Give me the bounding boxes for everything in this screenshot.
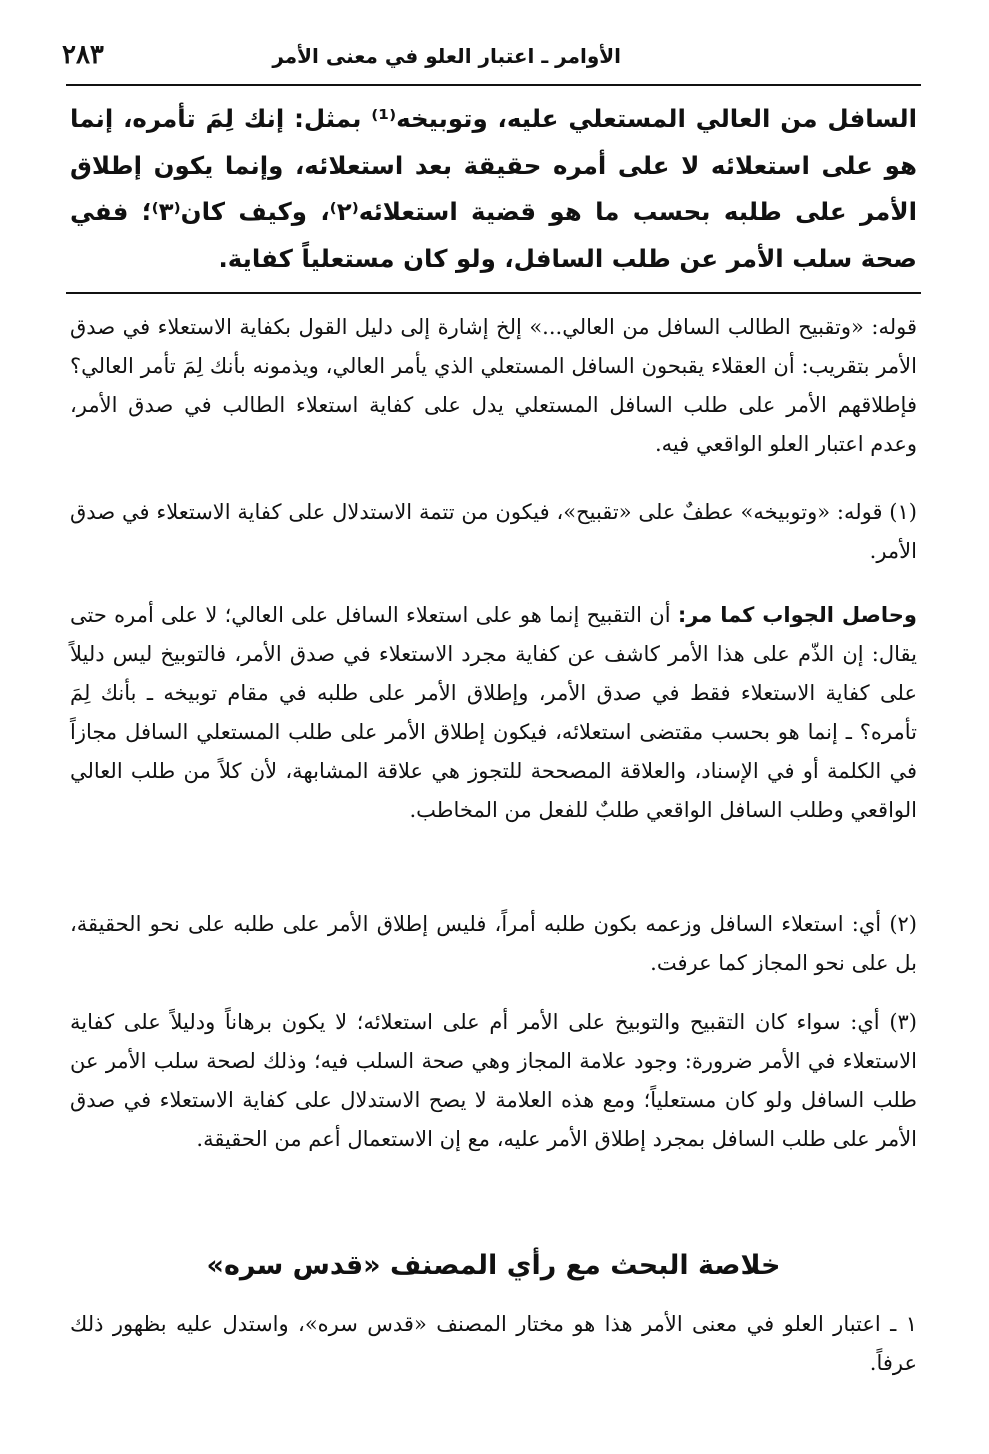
footnote-1: (١) قوله: «وتوبيخه» عطفٌ على «تقبيح»، فيكون من تتمة الاستدلال على كفاية الاستعلاء في صدق الأمر. xyxy=(70,500,917,563)
running-header-title: الأوامر ـ اعتبار العلو في معنى الأمر xyxy=(272,44,621,68)
page-number: ٢٨٣ xyxy=(62,40,104,70)
answer-body: أن التقبيح إنما هو على استعلاء السافل على العالي؛ لا على أمره حتى يقال: إن الذّم على هذا الأمر كاشف عن كفاية مجرد الاستعلاء في صدق الأمر، فالتوبيخ ليس دليلاً على كفاية الاستعلاء فقط في صدق الأمر، وإطلاق الأمر على طلبه في مقام توبيخه ـ بأنك لِمَ تأمره؟ ـ إنما هو بحسب مقتضى استعلائه، فيكون إطلاق الأمر على طلب المستعلي السافل مجازاً في الكلمة أو في الإسناد، والعلاقة المصححة للتجوز هي علاقة المشابهة، لأن كلاً من طلب العالي الواقعي وطلب السافل الواقعي طلبٌ للفعل من المخاطب. xyxy=(70,603,917,822)
running-header xyxy=(62,40,921,76)
footnote-3: (٣) أي: سواء كان التقبيح والتوبيخ على الأمر أم على استعلائه؛ لا يكون برهاناً ودليلاً على كفاية الاستعلاء في الأمر ضرورة: وجود علامة المجاز وهي صحة السلب فيه؛ وذلك لصحة سلب الأمر عن طلب السافل ولو كان مستعلياً؛ ومع هذه العلامة لا يصح الاستدلال على كفاية الاستعلاء في صدق الأمر على طلب السافل بمجرد إطلاق الأمر عليه، مع إن الاستعمال أعم من الحقيقة. xyxy=(70,1010,917,1151)
text-commentary-divider xyxy=(66,292,921,294)
answer-paragraph xyxy=(70,596,917,830)
summary-heading: خلاصة البحث مع رأي المصنف «قدس سره» xyxy=(206,1250,781,1281)
main-text: السافل من العالي المستعلي عليه، وتوبيخه⁽¹⁾ بمثل: إنك لِمَ تأمره، إنما هو على استعلائه لا على أمره حقيقة بعد استعلائه، وإنما يكون إطلاق الأمر على طلبه بحسب ما هو قضية استعلائه⁽٢⁾، وكيف كان⁽٣⁾؛ ففي صحة سلب الأمر عن طلب السافل، ولو كان مستعلياً كفاية. xyxy=(70,104,918,273)
footnote-2: (٢) أي: استعلاء السافل وزعمه بكون طلبه أمراً، فليس إطلاق الأمر على طلبه على نحو الحقيقة، بل على نحو المجاز كما عرفت. xyxy=(70,912,917,975)
summary-point-1: ١ ـ اعتبار العلو في معنى الأمر هذا هو مختار المصنف «قدس سره»، واستدل عليه بظهور ذلك عرفاً. xyxy=(70,1312,917,1375)
header-rule xyxy=(66,84,921,86)
commentary-paragraph-1: قوله: «وتقبيح الطالب السافل من العالي...» إلخ إشارة إلى دليل القول بكفاية الاستعلاء في صدق الأمر بتقريب: أن العقلاء يقبحون السافل المستعلي الذي يأمر العالي، ويذمونه بأنك لِمَ تأمر العالي؟ فإطلاقهم الأمر على طلب السافل المستعلي يدل على كفاية استعلاء الطالب في صدق الأمر، وعدم اعتبار العلو الواقعي فيه. xyxy=(70,315,917,456)
answer-lead: وحاصل الجواب كما مر: xyxy=(677,603,917,627)
